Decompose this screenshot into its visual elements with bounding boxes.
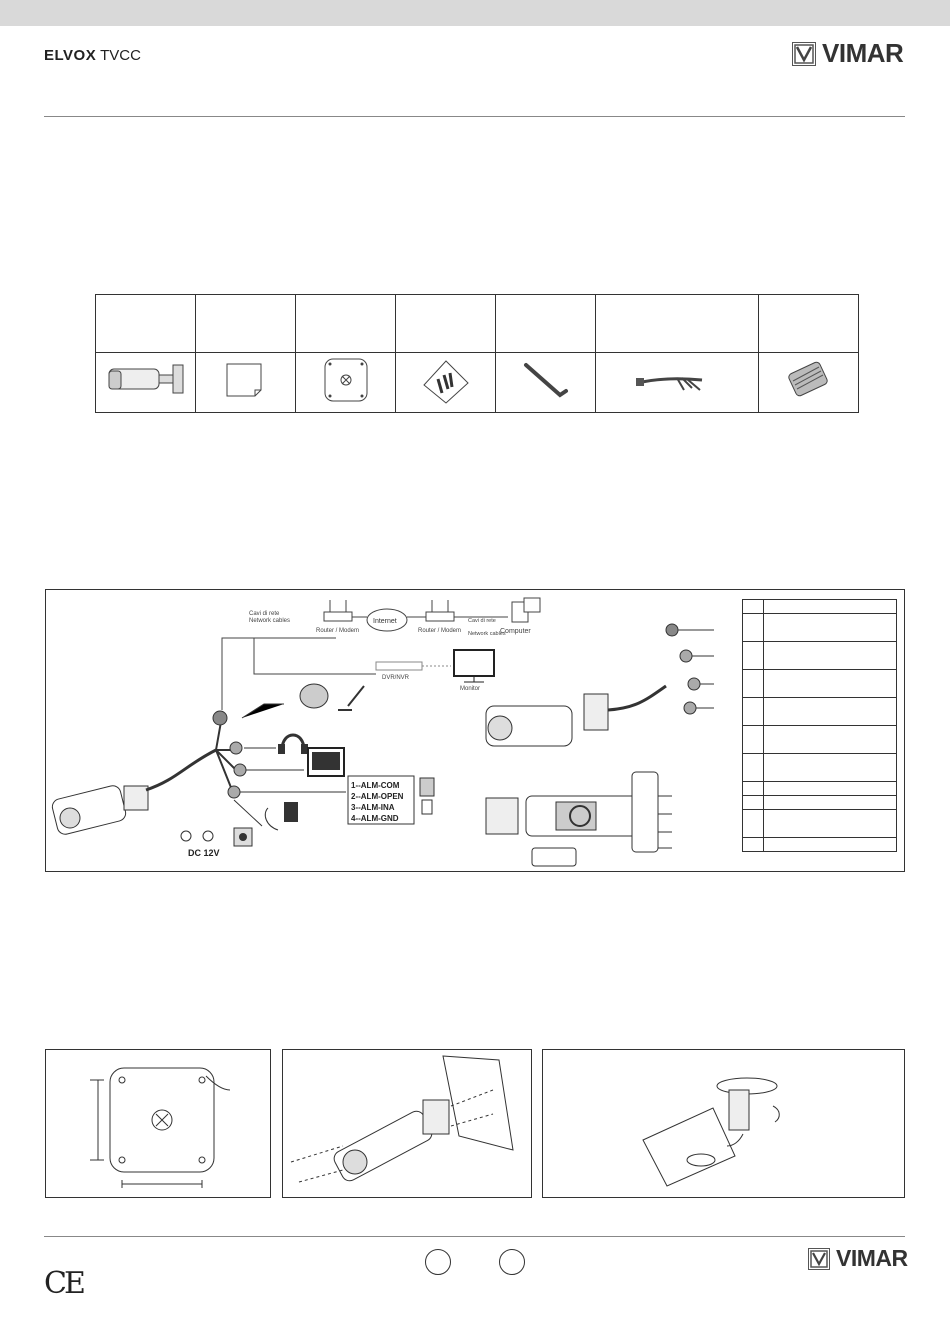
router-left-label: Router / Modem xyxy=(316,628,360,634)
right-connector-bundle-icon xyxy=(666,624,714,714)
camera-service-compartment-icon xyxy=(486,772,672,866)
microphone-icon xyxy=(300,684,364,710)
top-bar xyxy=(0,0,950,26)
mounting-template-figure xyxy=(45,1049,271,1198)
dc-12v-label: DC 12V xyxy=(188,848,220,858)
monitor-label: Monitor xyxy=(460,686,481,692)
allen-key-icon xyxy=(496,353,596,413)
footer-vimar-logo-text: VIMAR xyxy=(836,1245,908,1271)
router-left-icon xyxy=(324,600,352,621)
waterproof-connector-icon xyxy=(759,353,859,413)
computer-label: Computer xyxy=(500,628,531,635)
footer-vimar-logo xyxy=(808,1245,908,1272)
vimar-logo-text: VIMAR xyxy=(822,38,904,68)
network-cables-right-en: Network cables xyxy=(468,631,506,637)
alarm-sensor-icon xyxy=(420,778,434,814)
camera-icon xyxy=(96,353,196,413)
headphones-icon xyxy=(278,735,308,754)
pk-header-cell xyxy=(396,295,496,353)
pk-header-cell xyxy=(196,295,296,353)
dvr-label: DVR/NVR xyxy=(382,675,410,681)
ce-mark: CE xyxy=(44,1266,83,1301)
mounting-template-icon xyxy=(296,353,396,413)
footer-vimar-logo-mark xyxy=(808,1248,830,1270)
video-monitor-icon xyxy=(308,748,344,776)
vimar-logo-mark xyxy=(792,42,816,66)
dc-jack-icon xyxy=(181,828,252,846)
alarm-line-2: 2--ALM-OPEN xyxy=(351,792,404,801)
network-cables-label-en: Network cables xyxy=(249,618,291,624)
monitor-icon xyxy=(454,650,494,682)
connection-diagram xyxy=(45,589,905,872)
alarm-line-3: 3--ALM-INA xyxy=(351,803,395,812)
package-contents-table xyxy=(95,294,859,413)
footer-circle-left xyxy=(425,1249,451,1275)
footer-circle-right xyxy=(499,1249,525,1275)
diagram-legend-table xyxy=(742,599,897,852)
brand-elvox-tvcc: ELVOX TVCC xyxy=(44,47,141,64)
pk-header-cell xyxy=(96,295,196,353)
network-cables-right-it: Cavi di rete xyxy=(468,618,496,624)
network-cables-label-it: Cavi di rete xyxy=(249,611,280,617)
right-camera-icon xyxy=(486,686,666,746)
internet-label: Internet xyxy=(373,618,397,625)
computer-icon xyxy=(512,598,540,622)
wall-mount-figure xyxy=(282,1049,532,1198)
router-right-label: Router / Modem xyxy=(418,628,462,634)
camera-adjustment-figure xyxy=(542,1049,905,1198)
screw-kit-icon xyxy=(396,353,496,413)
vimar-logo xyxy=(792,38,903,69)
pk-header-cell xyxy=(496,295,596,353)
dvr-icon xyxy=(376,662,422,670)
pk-header-cell xyxy=(296,295,396,353)
alarm-line-1: 1--ALM-COM xyxy=(351,781,400,790)
alarm-line-4: 4--ALM-GND xyxy=(351,814,399,823)
footer-rule xyxy=(44,1236,905,1237)
header-rule xyxy=(44,116,905,117)
router-right-icon xyxy=(426,600,454,621)
cable-harness-icon xyxy=(596,353,759,413)
pk-header-cell xyxy=(596,295,759,353)
pk-header-cell xyxy=(759,295,859,353)
document-icon xyxy=(196,353,296,413)
power-adapter-icon xyxy=(265,802,298,830)
left-camera-icon xyxy=(51,784,148,836)
